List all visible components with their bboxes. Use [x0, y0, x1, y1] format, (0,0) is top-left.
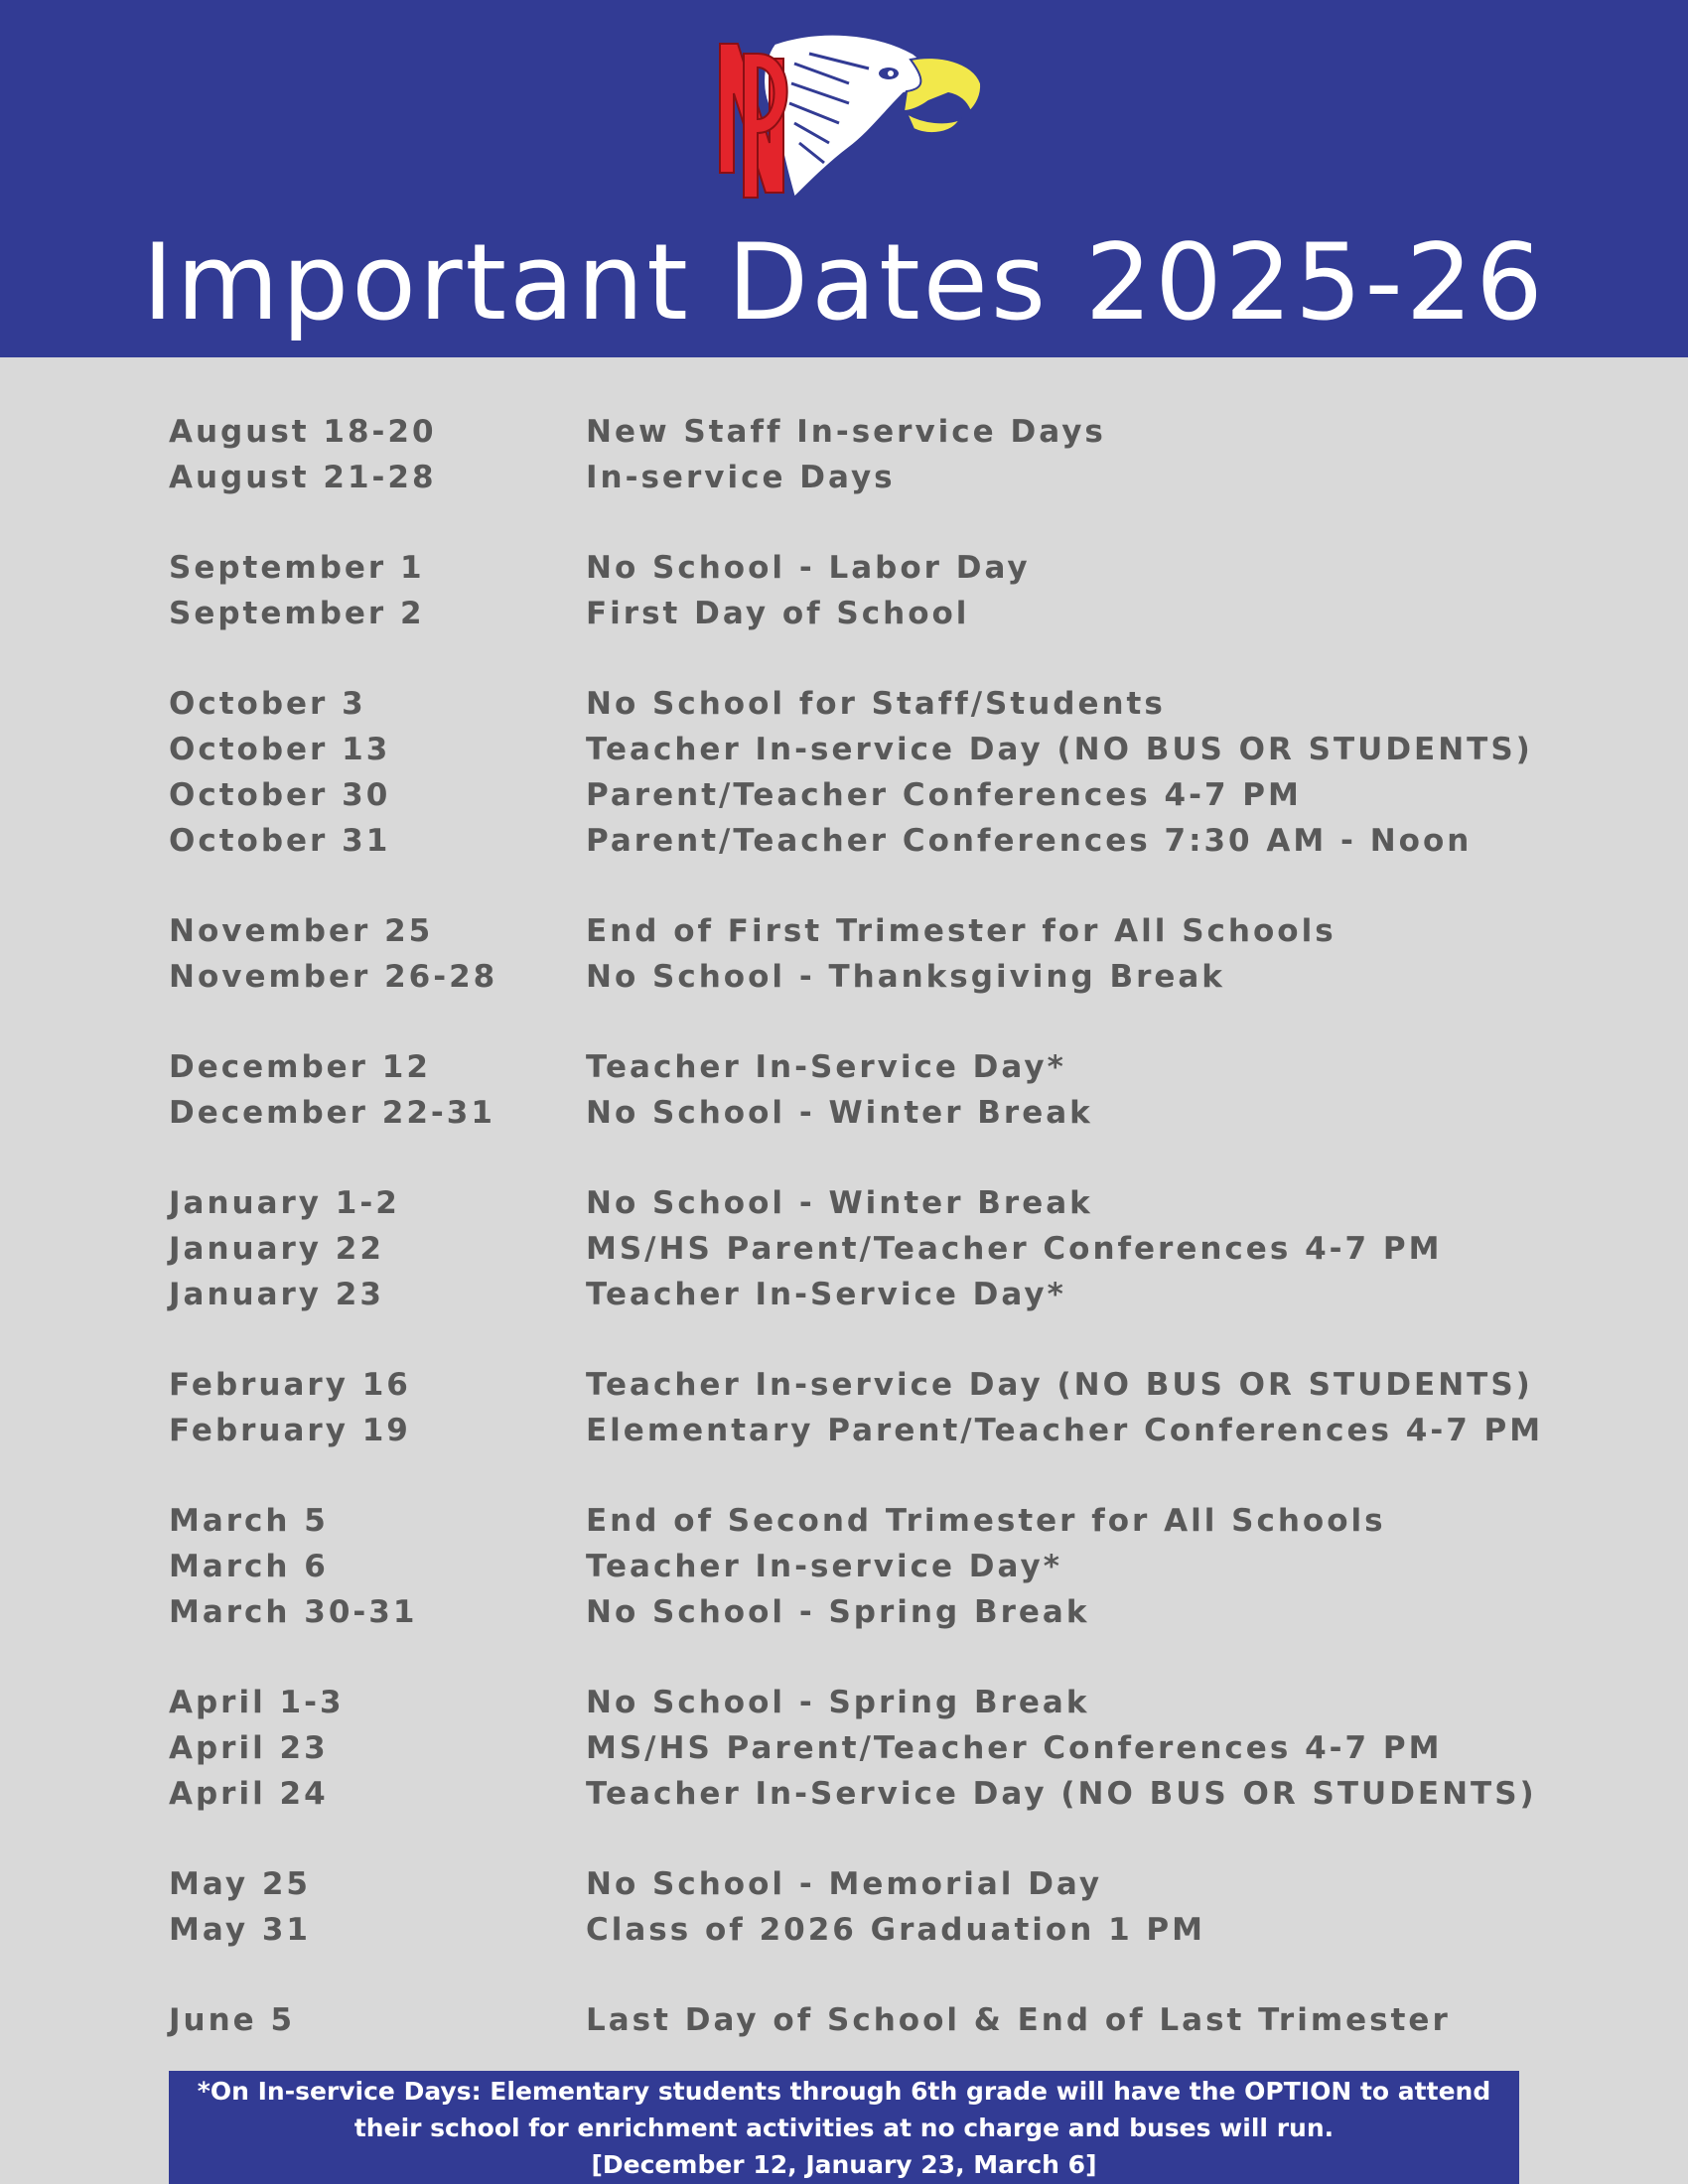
- event-description: No School - Thanksgiving Break: [586, 959, 1225, 995]
- event-date: May 25: [169, 1866, 311, 1902]
- header-banner: [0, 0, 1688, 357]
- event-description: No School - Winter Break: [586, 1185, 1093, 1221]
- event-row: [169, 1544, 1559, 1589]
- event-date: December 12: [169, 1049, 431, 1085]
- footnote-line-2: their school for enrichment activities at no charge and buses will run.: [353, 2114, 1335, 2142]
- event-description: MS/HS Parent/Teacher Conferences 4-7 PM: [586, 1231, 1443, 1267]
- event-date: January 1-2: [169, 1185, 400, 1221]
- event-row: [169, 1861, 1559, 1907]
- date-group: [169, 681, 1559, 864]
- event-row: [169, 1044, 1559, 1090]
- event-date: March 5: [169, 1503, 329, 1539]
- event-date: November 25: [169, 913, 434, 949]
- event-date: December 22-31: [169, 1095, 495, 1131]
- event-date: March 30-31: [169, 1594, 418, 1630]
- event-date: October 3: [169, 686, 366, 722]
- event-row: [169, 1090, 1559, 1136]
- event-row: [169, 1408, 1559, 1453]
- event-row: [169, 1907, 1559, 1953]
- event-date: January 23: [169, 1277, 384, 1312]
- event-date: October 31: [169, 823, 391, 859]
- event-description: Teacher In-service Day (NO BUS OR STUDENTS): [586, 1367, 1533, 1403]
- date-group: [169, 908, 1559, 1000]
- event-description: Teacher In-Service Day (NO BUS OR STUDENTS): [586, 1776, 1537, 1812]
- date-group: [169, 409, 1559, 500]
- event-description: Teacher In-Service Day*: [586, 1049, 1066, 1085]
- event-row: [169, 1771, 1559, 1817]
- event-description: No School - Memorial Day: [586, 1866, 1103, 1902]
- event-description: MS/HS Parent/Teacher Conferences 4-7 PM: [586, 1730, 1443, 1766]
- event-date: September 2: [169, 596, 425, 631]
- event-description: No School - Winter Break: [586, 1095, 1093, 1131]
- event-row: [169, 772, 1559, 818]
- np-eagle-logo-icon: [700, 24, 998, 207]
- event-description: Teacher In-service Day (NO BUS OR STUDENTS): [586, 732, 1533, 767]
- event-description: Teacher In-Service Day*: [586, 1277, 1066, 1312]
- event-date: April 23: [169, 1730, 329, 1766]
- event-date: January 22: [169, 1231, 384, 1267]
- event-row: [169, 1272, 1559, 1317]
- event-row: [169, 1725, 1559, 1771]
- date-group: [169, 1362, 1559, 1453]
- event-date: February 16: [169, 1367, 411, 1403]
- date-group: [169, 1498, 1559, 1635]
- event-date: June 5: [169, 2002, 296, 2038]
- event-date: May 31: [169, 1912, 311, 1948]
- event-row: [169, 1362, 1559, 1408]
- event-row: [169, 818, 1559, 864]
- date-group: [169, 1044, 1559, 1136]
- event-description: In-service Days: [586, 460, 896, 495]
- event-row: [169, 591, 1559, 636]
- page-title: Important Dates 2025-26: [142, 221, 1546, 343]
- event-row: [169, 409, 1559, 455]
- event-description: Last Day of School & End of Last Trimester: [586, 2002, 1451, 2038]
- event-date: March 6: [169, 1549, 329, 1584]
- event-date: September 1: [169, 550, 425, 586]
- event-row: [169, 908, 1559, 954]
- event-description: No School for Staff/Students: [586, 686, 1166, 722]
- event-row: [169, 1226, 1559, 1272]
- date-group: [169, 545, 1559, 636]
- event-description: End of Second Trimester for All Schools: [586, 1503, 1386, 1539]
- date-group: [169, 1861, 1559, 1953]
- event-row: [169, 1180, 1559, 1226]
- event-row: [169, 727, 1559, 772]
- event-date: February 19: [169, 1413, 411, 1448]
- event-description: No School - Spring Break: [586, 1594, 1090, 1630]
- event-row: [169, 1997, 1559, 2043]
- date-group: [169, 1180, 1559, 1317]
- event-date: October 30: [169, 777, 391, 813]
- event-row: [169, 681, 1559, 727]
- event-description: Teacher In-service Day*: [586, 1549, 1062, 1584]
- event-description: End of First Trimester for All Schools: [586, 913, 1336, 949]
- in-service-footnote: [169, 2071, 1519, 2184]
- event-date: April 1-3: [169, 1685, 345, 1720]
- date-group: [169, 1680, 1559, 1817]
- event-row: [169, 1498, 1559, 1544]
- event-date: October 13: [169, 732, 391, 767]
- important-dates-list: [169, 409, 1559, 2088]
- event-description: Parent/Teacher Conferences 7:30 AM - Noon: [586, 823, 1473, 859]
- footnote-line-1: *On In-service Days: Elementary students through 6th grade will have the OPTION to attend: [197, 2077, 1491, 2106]
- event-description: No School - Spring Break: [586, 1685, 1090, 1720]
- event-row: [169, 1680, 1559, 1725]
- event-row: [169, 954, 1559, 1000]
- event-date: April 24: [169, 1776, 329, 1812]
- footnote-line-3: [December 12, January 23, March 6]: [591, 2150, 1097, 2179]
- event-row: [169, 1589, 1559, 1635]
- event-row: [169, 545, 1559, 591]
- event-description: Elementary Parent/Teacher Conferences 4-7 PM: [586, 1413, 1544, 1448]
- event-date: August 21-28: [169, 460, 437, 495]
- event-description: First Day of School: [586, 596, 970, 631]
- date-group: [169, 1997, 1559, 2043]
- event-date: November 26-28: [169, 959, 498, 995]
- event-description: New Staff In-service Days: [586, 414, 1106, 450]
- event-description: No School - Labor Day: [586, 550, 1031, 586]
- event-date: August 18-20: [169, 414, 437, 450]
- event-description: Parent/Teacher Conferences 4-7 PM: [586, 777, 1302, 813]
- event-row: [169, 455, 1559, 500]
- event-description: Class of 2026 Graduation 1 PM: [586, 1912, 1206, 1948]
